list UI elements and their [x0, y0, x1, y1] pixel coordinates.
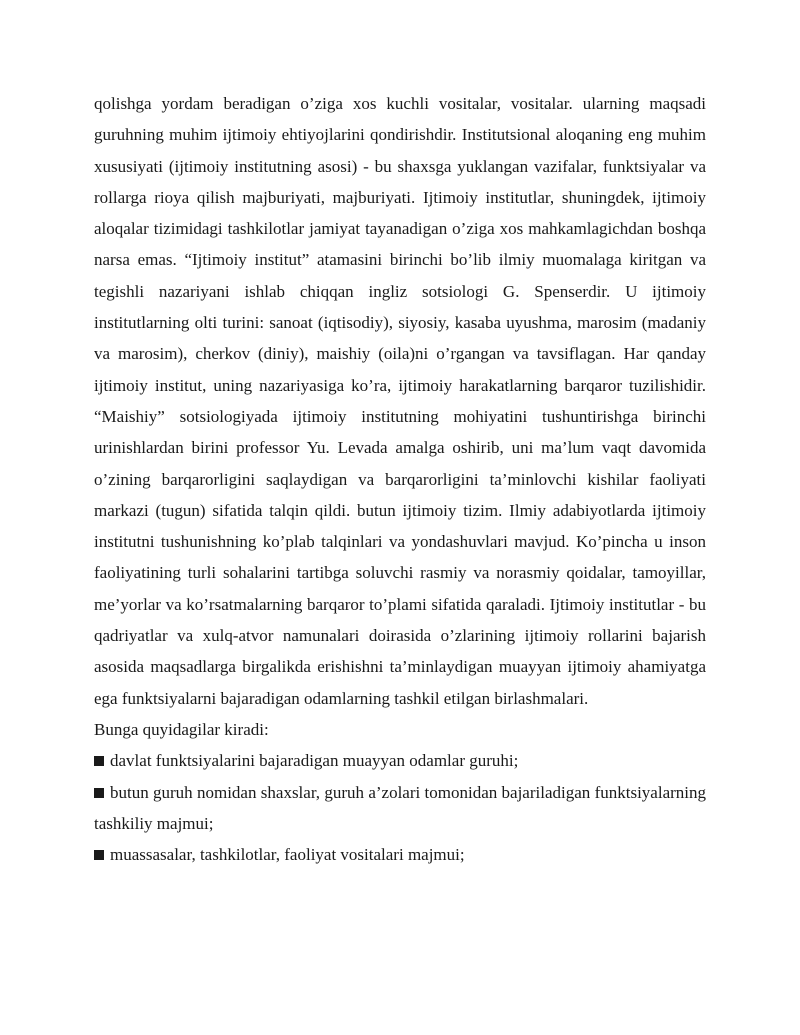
document-page — [94, 88, 706, 870]
list-item-text: butun guruh nomidan shaxslar, guruh a’zolari tomonidan bajariladigan funktsiyalarning tashkiliy majmui; — [94, 782, 706, 833]
square-bullet-icon — [94, 788, 104, 798]
list-intro: Bunga quyidagilar kiradi: — [94, 719, 269, 739]
list-item — [94, 839, 706, 870]
body-paragraph: qolishga yordam beradigan o’ziga xos kuchli vositalar, vositalar. ularning maqsadi guruhning muhim ijtimoiy ehtiyojlarini qondirishdir. Institutsional aloqaning eng muhim xususiyati (ijtimoiy institutning asosi) - bu shaxsga yuklangan vazifalar, funktsiyalar va rollarga rioya qilish majburiyati, majburiyati. Ijtimoiy institutlar, shuningdek, ijtimoiy aloqalar tizimidagi tashkilotlar jamiyat tayanadigan o’ziga xos mahkamlagichdan boshqa narsa emas. “Ijtimoiy institut” atamasini birinchi bo’lib ilmiy muomalaga kiritgan va tegishli nazariyani ishlab chiqqan ingliz sotsiologi G. Spenserdir. U ijtimoiy institutlarning olti turini: sanoat (iqtisodiy), siyosiy, kasaba uyushma, marosim (madaniy va marosim), cherkov (diniy), maishiy (oila)ni o’rgangan va tavsiflagan. Har qanday ijtimoiy institut, uning nazariyasiga ko’ra, ijtimoiy harakatlarning barqaror tuzilishidir. “Maishiy” sotsiologiyada ijtimoiy institutning mohiyatini tushuntirishga birinchi urinishlardan birini professor Yu. Levada amalga oshirib, uni ma’lum vaqt davomida o’zining barqarorligini saqlaydigan va barqarorligini ta’minlovchi kishilar faoliyati markazi (tugun) sifatida talqin qildi. butun ijtimoiy tizim. Ilmiy adabiyotlarda ijtimoiy institutni tushunishning ko’plab talqinlari va yondashuvlari mavjud. Ko’pincha u inson faoliyatining turli sohalarini tartibga soluvchi rasmiy va norasmiy qoidalar, tamoyillar, me’yorlar va ko’rsatmalarning barqaror to’plami sifatida qaraladi. Ijtimoiy institutlar - bu qadriyatlar va xulq-atvor namunalari doirasida o’zlarining ijtimoiy rollarini bajarish asosida maqsadlarga birgalikda erishishni ta’minlaydigan muayyan ijtimoiy ahamiyatga ega funktsiyalarni bajaradigan odamlarning tashkil etilgan birlashmalari. — [94, 94, 706, 708]
list-item-text: davlat funktsiyalarini bajaradigan muayyan odamlar guruhi; — [110, 751, 519, 771]
square-bullet-icon — [94, 756, 104, 766]
list-item — [94, 745, 706, 776]
list-item — [94, 777, 706, 840]
list-item-text: muassasalar, tashkilotlar, faoliyat vositalari majmui; — [110, 845, 465, 865]
square-bullet-icon — [94, 850, 104, 860]
